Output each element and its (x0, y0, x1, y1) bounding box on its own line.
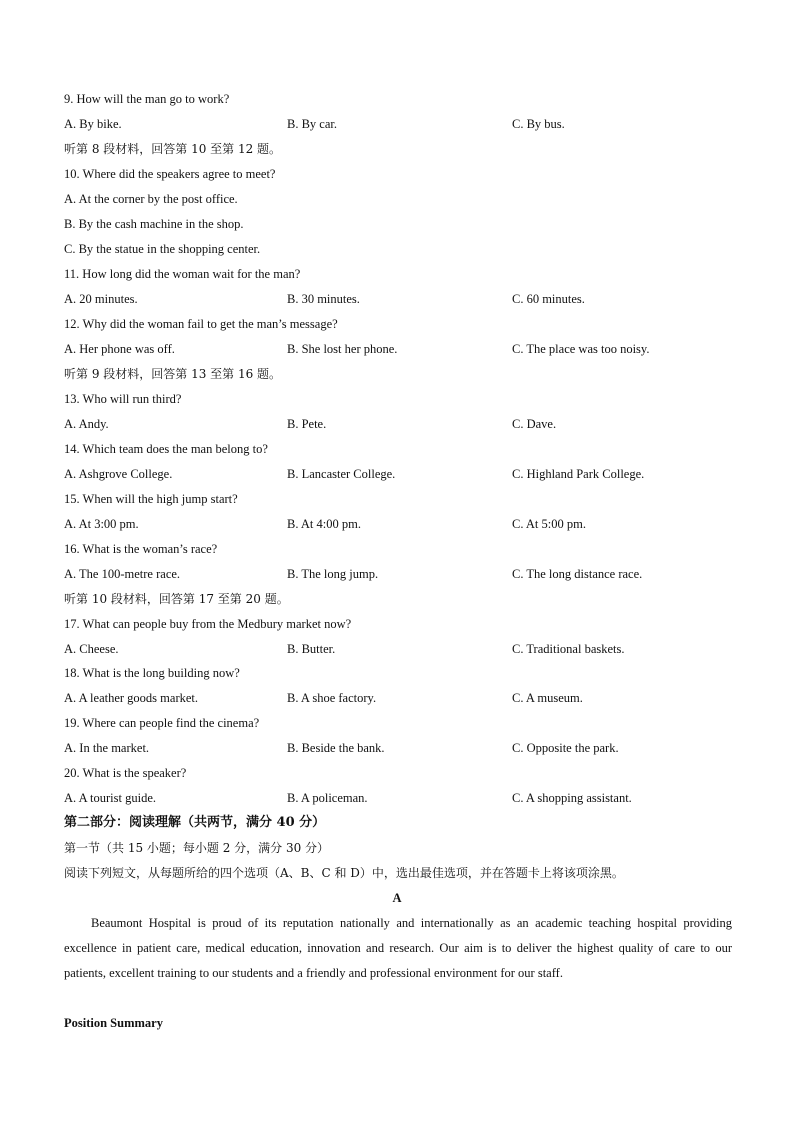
option-c: C. The place was too noisy. (512, 342, 650, 356)
section-instruction-9: 听第 9 段材料，回答第 13 至第 16 题。 (64, 367, 282, 381)
option-a: A. Her phone was off. (64, 342, 175, 356)
options-15 (64, 516, 744, 532)
options-11 (64, 291, 744, 307)
option-a: A. Ashgrove College. (64, 467, 173, 481)
option-b: B. 30 minutes. (287, 292, 360, 306)
option-b: B. Pete. (287, 417, 327, 431)
options-13 (64, 416, 744, 432)
option-c: C. Traditional baskets. (512, 642, 625, 656)
options-19 (64, 740, 744, 756)
option-b: B. Lancaster College. (287, 467, 396, 481)
passage-paragraph (64, 911, 732, 986)
question-11: 11. How long did the woman wait for the man? (64, 267, 301, 281)
option-c: C. A museum. (512, 691, 583, 705)
question-20: 20. What is the speaker? (64, 766, 187, 780)
question-14: 14. Which team does the man belong to? (64, 442, 268, 456)
option-10-c: C. By the statue in the shopping center. (64, 242, 261, 256)
question-17: 17. What can people buy from the Medbury market now? (64, 617, 352, 631)
passage-text: Beaumont Hospital is proud of its reputation nationally and internationally as an academic teaching hospital providing excellence in patient care, medical education, innovation and research. Our aim is to deliver the highest quality of care to our patients, excellent training to our students and a friendly and professional environment for our staff. (64, 916, 732, 980)
option-a: A. Cheese. (64, 642, 119, 656)
option-b: B. Butter. (287, 642, 336, 656)
option-a: A. At 3:00 pm. (64, 517, 139, 531)
option-b: B. By car. (287, 117, 337, 131)
section-instruction-10: 听第 10 段材料，回答第 17 至第 20 题。 (64, 592, 289, 606)
question-9: 9. How will the man go to work? (64, 92, 230, 106)
option-a: A. 20 minutes. (64, 292, 138, 306)
option-c: C. A shopping assistant. (512, 791, 632, 805)
option-c: C. Highland Park College. (512, 467, 645, 481)
option-c: C. 60 minutes. (512, 292, 585, 306)
passage-letter: A (392, 891, 402, 905)
option-b: B. She lost her phone. (287, 342, 398, 356)
option-c: C. By bus. (512, 117, 565, 131)
reading-instructions: 阅读下列短文，从每题所给的四个选项（A、B、C 和 D）中，选出最佳选项，并在答题卡上将该项涂黑。 (64, 866, 624, 880)
options-18 (64, 690, 744, 706)
section-instruction-8: 听第 8 段材料，回答第 10 至第 12 题。 (64, 142, 282, 156)
question-19: 19. Where can people find the cinema? (64, 716, 260, 730)
part2-heading: 第二部分：阅读理解（共两节，满分 40 分） (64, 815, 326, 830)
section1-heading: 第一节（共 15 小题；每小题 2 分，满分 30 分） (64, 841, 330, 855)
options-17 (64, 641, 744, 657)
option-a: A. A leather goods market. (64, 691, 198, 705)
options-20 (64, 790, 744, 806)
option-a: A. A tourist guide. (64, 791, 157, 805)
option-b: B. A shoe factory. (287, 691, 377, 705)
option-c: C. At 5:00 pm. (512, 517, 586, 531)
option-a: A. By bike. (64, 117, 122, 131)
option-10-b: B. By the cash machine in the shop. (64, 217, 244, 231)
question-18: 18. What is the long building now? (64, 666, 240, 680)
options-9 (64, 116, 744, 132)
option-b: B. Beside the bank. (287, 741, 385, 755)
option-c: C. Opposite the park. (512, 741, 619, 755)
option-b: B. At 4:00 pm. (287, 517, 361, 531)
option-b: B. The long jump. (287, 567, 379, 581)
question-13: 13. Who will run third? (64, 392, 182, 406)
options-12 (64, 341, 744, 357)
option-c: C. Dave. (512, 417, 557, 431)
question-15: 15. When will the high jump start? (64, 492, 238, 506)
option-c: C. The long distance race. (512, 567, 643, 581)
options-14 (64, 466, 744, 482)
option-a: A. The 100-metre race. (64, 567, 181, 581)
option-10-a: A. At the corner by the post office. (64, 192, 238, 206)
options-16 (64, 566, 744, 582)
question-16: 16. What is the woman’s race? (64, 542, 218, 556)
subheading-position-summary: Position Summary (64, 1016, 163, 1030)
option-b: B. A policeman. (287, 791, 368, 805)
question-10: 10. Where did the speakers agree to meet? (64, 167, 276, 181)
question-12: 12. Why did the woman fail to get the man’s message? (64, 317, 338, 331)
option-a: A. In the market. (64, 741, 150, 755)
option-a: A. Andy. (64, 417, 109, 431)
